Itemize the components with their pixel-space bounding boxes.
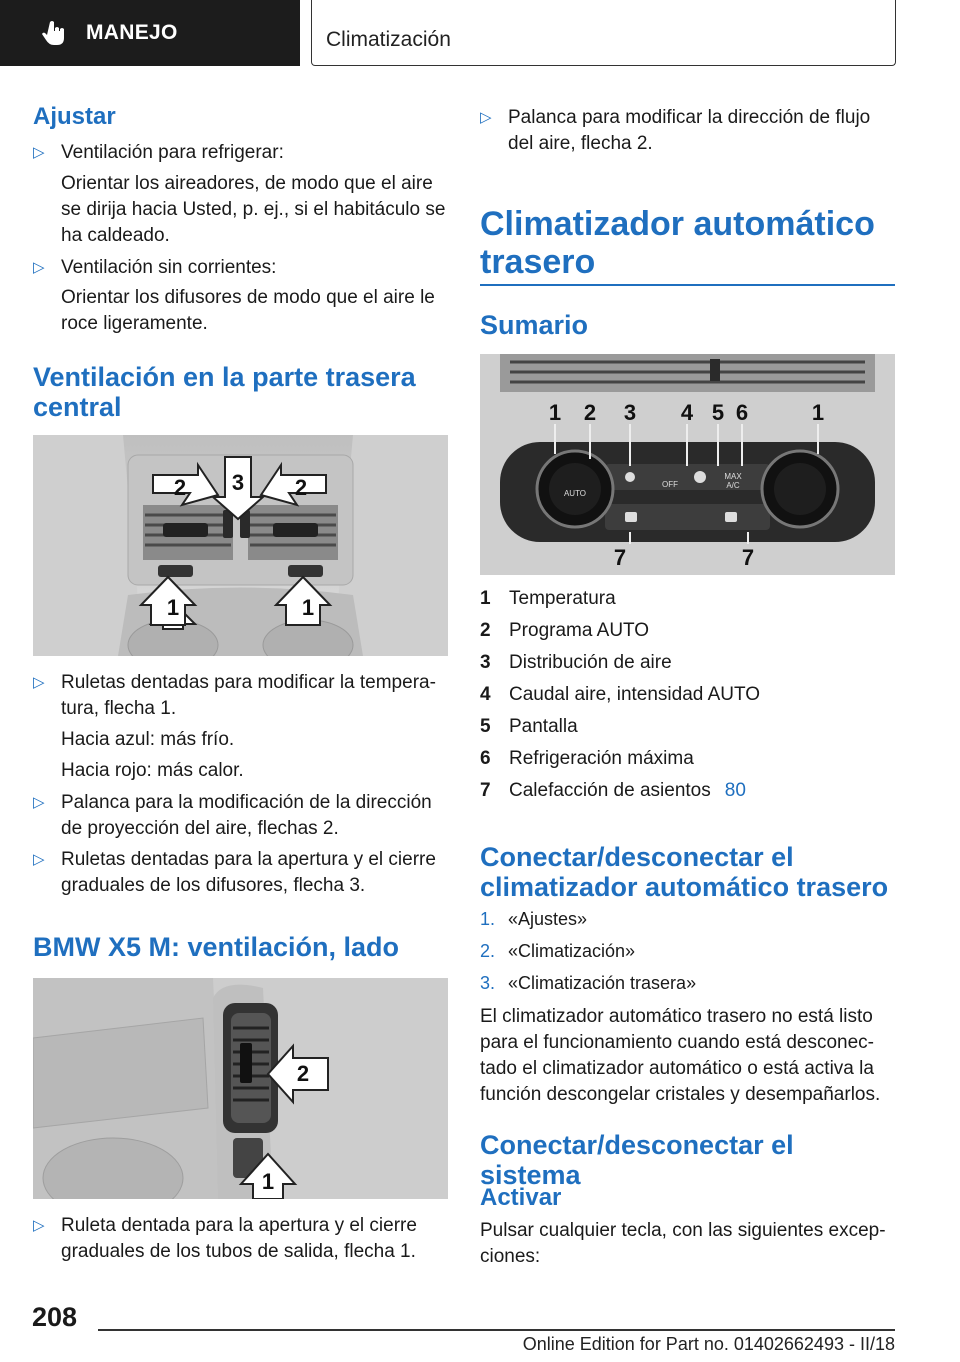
heading-activar: Activar bbox=[480, 1184, 562, 1211]
page-header bbox=[0, 0, 960, 66]
figure-label: 7 bbox=[613, 545, 627, 570]
panel-max-label: MAX bbox=[724, 472, 742, 481]
figure-label: 2 bbox=[583, 400, 597, 425]
heading-conectar-climatizador: Conectar/desconectar el climatizador automático trasero bbox=[480, 842, 889, 902]
bullet-item: ▷ Ruleta dentada para la apertura y el cierre graduales de los tubos de salida, flecha 1. bbox=[33, 1215, 417, 1262]
list-item: 1. «Ajustes» bbox=[480, 909, 588, 929]
figure-label: 1 bbox=[548, 400, 562, 425]
legend-row: 4 Caudal aire, intensidad AUTO bbox=[480, 684, 761, 705]
heading-ventilacion-trasera: Ventilación en la parte trasera central bbox=[33, 362, 416, 422]
note-paragraph: El climatizador automático trasero no está listo para el funcionamiento cuando está desconectado el climatizador automático o está activa la función descongelar cristales y desempañarlos. bbox=[480, 1006, 881, 1105]
list-item: 2. «Climatización» bbox=[480, 941, 636, 961]
bullet-detail: Orientar los aireadores, de modo que el aire se dirija hacia Usted, p. ej., si el habitáculo se ha caldeado. bbox=[61, 173, 446, 246]
legend-row: 3 Distribución de aire bbox=[480, 652, 672, 673]
figure-label: 4 bbox=[680, 400, 694, 425]
figure-side-vent bbox=[33, 978, 448, 1199]
bullet-item: ▷ Palanca para modificar la dirección de flujo del aire, flecha 2. bbox=[480, 107, 871, 154]
heading-ajustar: Ajustar bbox=[33, 103, 116, 130]
figure-label: 1 bbox=[261, 1169, 275, 1194]
triangle-bullet-icon: ▷ bbox=[33, 674, 45, 691]
figure-label: 3 bbox=[231, 470, 245, 495]
figure-label: 2 bbox=[294, 475, 308, 500]
bullet-item: ▷ Ruletas dentadas para la apertura y el cierre graduales de los difusores, flecha 3. bbox=[33, 849, 436, 896]
triangle-bullet-icon: ▷ bbox=[33, 851, 45, 868]
bullet-detail: Hacia azul: más frío. bbox=[61, 729, 235, 750]
triangle-bullet-icon: ▷ bbox=[33, 144, 45, 161]
panel-auto-label: AUTO bbox=[563, 489, 587, 498]
chapter-title: Climatización bbox=[326, 28, 451, 51]
list-item: 3. «Climatización trasera» bbox=[480, 973, 697, 993]
figure-label: 7 bbox=[741, 545, 755, 570]
triangle-bullet-icon: ▷ bbox=[33, 259, 45, 276]
bullet-item: ▷ Ruletas dentadas para modificar la temperatura, flecha 1. bbox=[33, 672, 436, 719]
section-tab bbox=[0, 0, 300, 66]
legend-row: 2 Programa AUTO bbox=[480, 620, 650, 641]
section-label: MANEJO bbox=[86, 21, 178, 44]
figure-label: 5 bbox=[711, 400, 725, 425]
legend-row: 5 Pantalla bbox=[480, 716, 578, 737]
panel-off-label: OFF bbox=[662, 480, 678, 489]
bullet-item: ▷ Ventilación sin corrientes: bbox=[33, 255, 448, 281]
triangle-bullet-icon: ▷ bbox=[480, 109, 492, 126]
footer-edition: Online Edition for Part no. 01402662493 - II/18 bbox=[522, 1334, 895, 1354]
triangle-bullet-icon: ▷ bbox=[33, 1217, 45, 1234]
bullet-detail: Hacia rojo: más calor. bbox=[61, 760, 244, 781]
figure-label: 2 bbox=[296, 1061, 310, 1086]
heading-sumario: Sumario bbox=[480, 310, 589, 340]
hand-pointer-icon bbox=[40, 18, 70, 48]
figure-control-panel bbox=[480, 354, 895, 575]
heading-climatizador-trasero: Climatizador automático trasero bbox=[480, 205, 875, 281]
legend-row: 6 Refrigeración máxima bbox=[480, 748, 694, 769]
bullet-item: ▷ Palanca para la modificación de la dirección de proyección del aire, flechas 2. bbox=[33, 792, 432, 839]
figure-label: 1 bbox=[811, 400, 825, 425]
figure-label: 6 bbox=[735, 400, 749, 425]
bullet-detail: Orientar los difusores de modo que el aire le roce ligeramente. bbox=[61, 287, 435, 334]
activar-paragraph: Pulsar cualquier tecla, con las siguientes excepciones: bbox=[480, 1220, 886, 1267]
chapter-box bbox=[311, 0, 896, 66]
figure-label: 1 bbox=[166, 595, 180, 620]
page-ref-link[interactable]: 80 bbox=[724, 780, 746, 801]
heading-conectar-sistema: Conectar/desconectar el sistema bbox=[480, 1130, 794, 1190]
footer-rule bbox=[98, 1329, 895, 1331]
figure-label: 3 bbox=[623, 400, 637, 425]
figure-label: 1 bbox=[301, 595, 315, 620]
page-number: 208 bbox=[32, 1302, 78, 1332]
legend-row: 1 Temperatura bbox=[480, 588, 616, 609]
figure-rear-center-vents bbox=[33, 435, 448, 656]
legend-row: 7 Calefacción de asientos 80 bbox=[480, 780, 746, 801]
bullet-item: ▷ Ventilación para refrigerar: bbox=[33, 140, 448, 166]
heading-rule bbox=[480, 284, 895, 286]
figure-label: 2 bbox=[173, 475, 187, 500]
heading-x5m: BMW X5 M: ventilación, lado bbox=[33, 932, 400, 962]
triangle-bullet-icon: ▷ bbox=[33, 794, 45, 811]
panel-ac-label: A/C bbox=[726, 481, 740, 490]
